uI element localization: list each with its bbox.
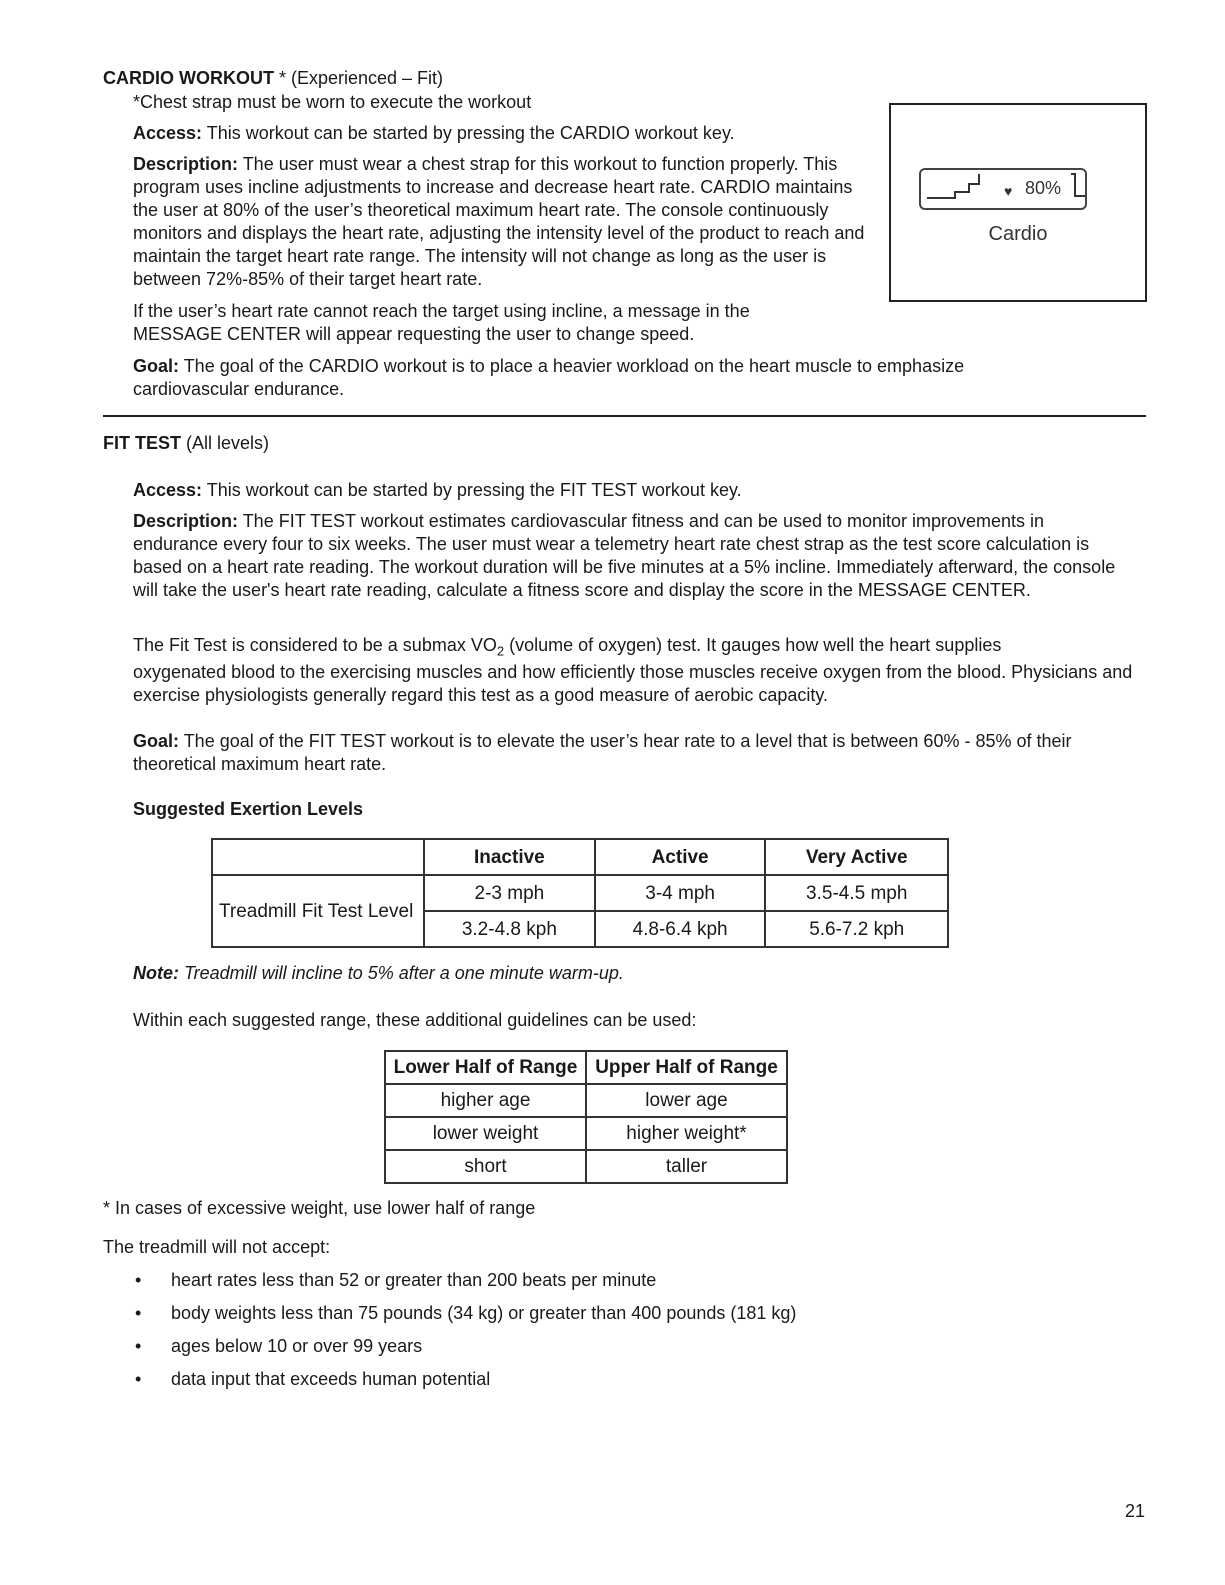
table-cell: 4.8-6.4 kph: [595, 911, 766, 947]
list-item-text: body weights less than 75 pounds (34 kg) or greater than 400 pounds (181 kg): [171, 1303, 797, 1323]
page-number: 21: [1125, 1501, 1146, 1521]
list-item-text: ages below 10 or over 99 years: [171, 1336, 423, 1356]
table-row: [385, 1117, 787, 1150]
table-header-blank: [212, 839, 424, 875]
bullet-icon: •: [135, 1369, 142, 1389]
cardio-access-text: This workout can be started by pressing the CARDIO workout key.: [202, 123, 735, 143]
fit-test-heading: FIT TEST: [103, 433, 181, 453]
suggested-exertion-heading: Suggested Exertion Levels: [133, 799, 364, 819]
vo2-text-after: (volume of oxygen) test. It gauges how well the heart supplies: [504, 635, 1002, 655]
cardio-goal-text: The goal of the CARDIO workout is to place a heavier workload on the heart muscle to emphasize cardiovascular endurance.: [133, 356, 965, 399]
note-label: Note:: [133, 963, 179, 983]
table-cell: 3.2-4.8 kph: [424, 911, 595, 947]
table-row-mph: [212, 875, 948, 911]
cardio-message-center-text: If the user’s heart rate cannot reach the target using incline, a message in the MESSAGE CENTER will appear requesting the user to change speed.: [133, 301, 750, 344]
list-item: [133, 1302, 1033, 1325]
vo2-text-before: The Fit Test is considered to be a submax VO: [133, 635, 497, 655]
list-item: [133, 1368, 1033, 1391]
fit-test-heading-line: [103, 432, 269, 455]
fit-test-heading-suffix: (All levels): [181, 433, 270, 453]
not-accept-list: [133, 1269, 1033, 1401]
incline-note: [133, 962, 624, 985]
table-cell: taller: [586, 1150, 787, 1183]
fit-test-goal-text: The goal of the FIT TEST workout is to elevate the user’s hear rate to a level that is between 60% - 85% of their theoretical maximum heart rate.: [133, 731, 1072, 774]
table-header-lower-half: Lower Half of Range: [385, 1051, 586, 1084]
list-item-text: heart rates less than 52 or greater than 200 beats per minute: [171, 1270, 657, 1290]
table-cell: 2-3 mph: [424, 875, 595, 911]
cardio-access: [133, 122, 873, 145]
fit-test-access-text: This workout can be started by pressing the FIT TEST workout key.: [202, 480, 742, 500]
table-row: [385, 1150, 787, 1183]
table-cell: lower weight: [385, 1117, 586, 1150]
fit-test-description-label: Description:: [133, 511, 239, 531]
cardio-display-figure: [889, 103, 1147, 302]
fit-test-description: [133, 510, 1133, 602]
table-header-inactive: Inactive: [424, 839, 595, 875]
fit-test-vo2-continuation: oxygenated blood to the exercising muscles and how efficiently those muscles receive oxygen from the blood. Physicians and exercise physiologists generally regard this test as a good measure of aerobic capacity.: [133, 662, 1133, 705]
cardio-description-label: Description:: [133, 154, 239, 174]
note-text: Treadmill will incline to 5% after a one minute warm-up.: [179, 963, 624, 983]
table-cell: 3-4 mph: [595, 875, 766, 911]
heart-rate-percent: 80%: [1025, 178, 1062, 198]
table-header-row: [385, 1051, 787, 1084]
fit-test-description-text: The FIT TEST workout estimates cardiovascular fitness and can be used to monitor improvements in endurance every four to six weeks. The user must wear a telemetry heart rate chest strap as the test score calculation is based on a heart rate reading. The workout duration will be five minutes at a 5% incline. Immediately afterward, the console will take the user's heart rate reading, calculate a fitness score and display the score in the MESSAGE CENTER.: [133, 511, 1116, 600]
cardio-goal: [133, 355, 1083, 401]
fit-test-goal: [133, 730, 1133, 776]
list-item: [133, 1269, 1033, 1292]
bullet-icon: •: [135, 1336, 142, 1356]
heart-icon: ♥: [1004, 183, 1013, 199]
table-cell: lower age: [586, 1084, 787, 1117]
cardio-access-label: Access:: [133, 123, 203, 143]
table-header-very-active: Very Active: [765, 839, 948, 875]
cardio-heading: CARDIO WORKOUT: [103, 68, 274, 88]
table-cell: short: [385, 1150, 586, 1183]
table-row: [385, 1084, 787, 1117]
console-display: [919, 168, 1087, 210]
excessive-weight-footnote: * In cases of excessive weight, use lower half of range: [103, 1198, 536, 1218]
table-cell: higher weight*: [586, 1117, 787, 1150]
bullet-icon: •: [135, 1270, 142, 1290]
section-divider: [103, 415, 1146, 417]
table-header-upper-half: Upper Half of Range: [586, 1051, 787, 1084]
exertion-levels-table: [211, 838, 949, 948]
table-cell: higher age: [385, 1084, 586, 1117]
range-guidelines-table: [384, 1050, 788, 1184]
fit-test-access-label: Access:: [133, 480, 203, 500]
cardio-heading-line: [103, 67, 443, 90]
not-accept-intro: The treadmill will not accept:: [103, 1237, 331, 1257]
table-cell: 3.5-4.5 mph: [765, 875, 948, 911]
guidelines-intro: Within each suggested range, these additional guidelines can be used:: [133, 1010, 697, 1030]
cardio-chest-strap-note: *Chest strap must be worn to execute the workout: [133, 92, 532, 112]
cardio-description: [133, 153, 873, 291]
table-header-row: [212, 839, 948, 875]
treadmill-fit-test-level-label: Treadmill Fit Test Level: [212, 875, 424, 947]
cardio-description-text: The user must wear a chest strap for this workout to function properly. This program uses incline adjustments to increase and decrease heart rate. CARDIO maintains the user at 80% of the user’s theoretical maximum heart rate. The console continuously monitors and displays the heart rate, adjusting the intensity level of the product to reach and maintain the target heart rate range. The intensity will not change as long as the user is between 72%-85% of their target heart rate.: [133, 154, 865, 289]
list-item: [133, 1335, 1033, 1358]
fit-test-goal-label: Goal:: [133, 731, 180, 751]
table-cell: 5.6-7.2 kph: [765, 911, 948, 947]
cardio-goal-label: Goal:: [133, 356, 180, 376]
cardio-display-label: Cardio: [988, 223, 1048, 245]
cardio-heading-suffix: * (Experienced – Fit): [273, 68, 444, 88]
list-item-text: data input that exceeds human potential: [171, 1369, 491, 1389]
vo2-subscript: 2: [496, 643, 505, 659]
bullet-icon: •: [135, 1303, 142, 1323]
fit-test-access: [133, 479, 1133, 502]
fit-test-vo2-line: [133, 634, 1133, 663]
table-header-active: Active: [595, 839, 766, 875]
